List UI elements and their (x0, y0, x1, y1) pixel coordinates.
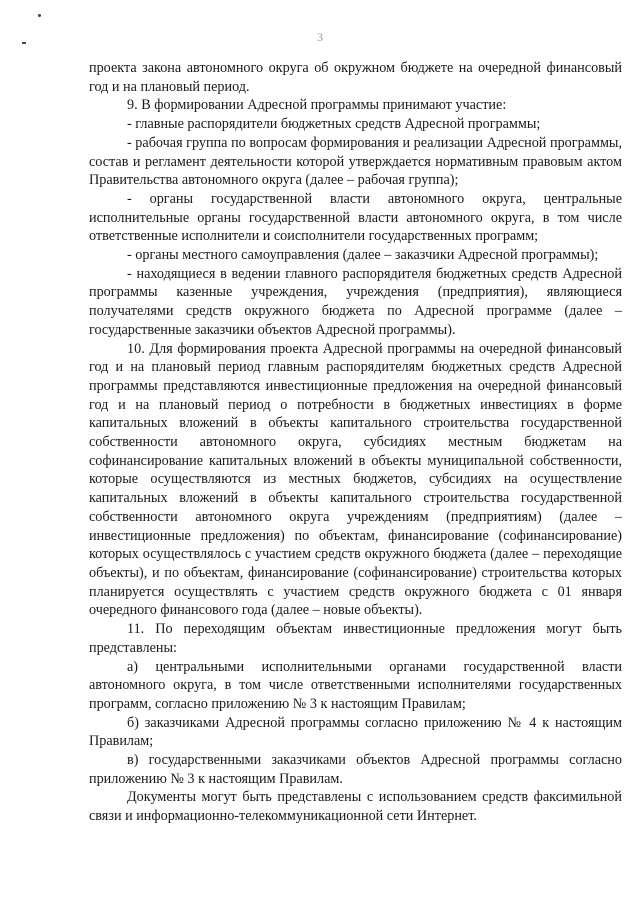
list-item: - органы местного самоуправления (далее – заказчики Адресной программы); (127, 247, 599, 264)
list-item: а) центральными исполнительными органами государственной власти автономного округа, в том числе ответственными исполнителями государственных программ, согласно приложению № 3 к настоящим Правилам; (89, 658, 622, 712)
paragraph: 11. По переходящим объектам инвестиционные предложения могут быть представлены: (89, 621, 622, 656)
list-item: - органы государственной власти автономного округа, центральные исполнительные органы государственной власти автономного округа, в том числе ответственные исполнители и соисполнители государственных программ; (89, 190, 622, 245)
scan-speck (38, 14, 41, 17)
list-item: б) заказчиками Адресной программы согласно приложению № 4 к настоящим Правилам; (89, 714, 622, 750)
paragraph: проекта закона автономного округа об окружном бюджете на очередной финансовый год и на плановый период. (89, 60, 622, 95)
list-item: в) государственными заказчиками объектов Адресной программы согласно приложению № 3 к настоящим Правилам. (89, 752, 622, 787)
paragraph: Документы могут быть представлены с использованием средств факсимильной связи и информационно-телекоммуникационной сети Интернет. (89, 789, 622, 825)
scan-speck (22, 42, 26, 44)
list-item: - находящиеся в ведении главного распорядителя бюджетных средств Адресной программы казенные учреждения, учреждения (предприятия), являющиеся получателями средств окружного бюджета по Адресной программе (далее – государственные заказчики объектов Адресной программы). (89, 265, 622, 338)
page-number: 3 (317, 30, 323, 44)
list-item: - главные распорядители бюджетных средств Адресной программы; (127, 116, 541, 133)
paragraph: 10. Для формирования проекта Адресной программы на очередной финансовый год и на плановый период главным распорядителям бюджетных средств Адресной программы представляются инвестиционные предложения на очередной финансовый год и на плановый период о потребности в бюджетных инвестициях в форме капитальных вложений в объекты капитального строительства государственной собственности автономного округа, субсидиях местным бюджетам на софинансирование капитальных вложений в объекты муниципальной собственности, которые осуществляются из местных бюджетов, субсидиях на осуществление капитальных вложений в объекты капитального строительства государственной собственности автономного округа учреждениям (предприятиям) (далее – инвестиционные предложения) по объектам, финансирование (софинансирование) которых осуществлялось с участием средств окружного бюджета (далее – переходящие объекты), и по объектам, финансирование (софинансирование) строительства которых планируется осуществлять с участием средств окружного бюджета с 01 января очередного финансового года (далее – новые объекты). (89, 340, 622, 619)
list-item: - рабочая группа по вопросам формирования и реализации Адресной программы, состав и регламент деятельности которой утверждается нормативным правовым актом Правительства автономного округа (далее – рабочая группа); (89, 134, 622, 189)
document-body (89, 59, 622, 826)
paragraph: 9. В формировании Адресной программы принимают участие: (127, 97, 507, 114)
